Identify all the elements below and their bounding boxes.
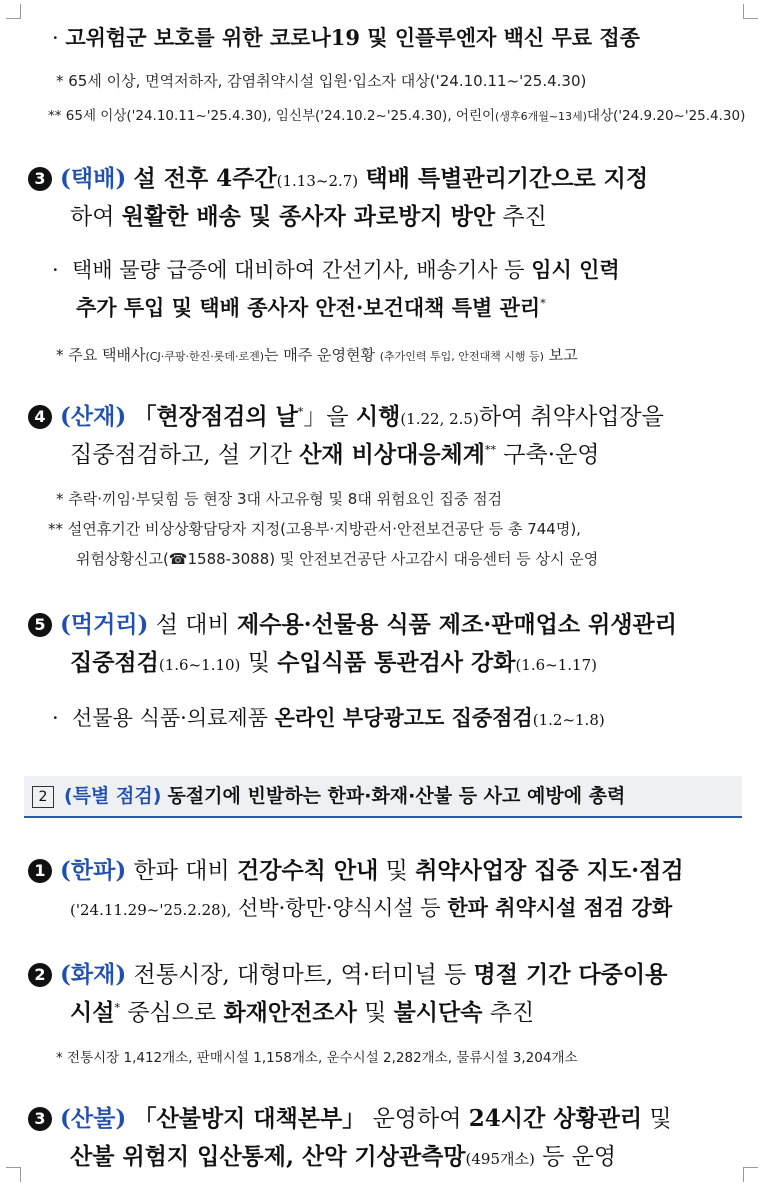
item-fire-line-2: 시설* 중심으로 화재안전조사 및 불시단속 추진 xyxy=(70,999,535,1026)
number-2-icon: 2 xyxy=(28,963,52,987)
page-corner-mark xyxy=(743,1167,758,1182)
number-4-icon: 4 xyxy=(28,405,52,429)
delivery-bullet: · 택배 물량 급증에 대비하여 간선기사, 배송기사 등 임시 인력 xyxy=(52,257,620,282)
item-delivery: 3 (택배) 설 전후 4주간(1.13~2.7) 택배 특별관리기간으로 지정 xyxy=(28,160,648,193)
section-2-header: 2 (특별 점검) 동절기에 빈발하는 한파·화재·산불 등 사고 예방에 총력 xyxy=(24,776,742,818)
item-industrial-accident-line-2: 집중점검하고, 설 기간 산재 비상대응체계** 구축·운영 xyxy=(70,441,600,468)
item-food: 5 (먹거리) 설 대비 제수용·선물용 식품 제조·판매업소 위생관리 xyxy=(28,606,677,639)
item-forest-fire-line-2: 산불 위험지 입산통제, 산악 기상관측망(495개소) 등 운영 xyxy=(70,1143,617,1170)
accident-note-3: 위험상황신고(☎1588-3088) 및 안전보건공단 사고감시 대응센터 등 상시 운영 xyxy=(76,550,599,568)
page-corner-mark xyxy=(6,1167,21,1182)
page-corner-mark xyxy=(743,4,758,19)
section-number-box: 2 xyxy=(32,786,54,808)
number-1-icon: 1 xyxy=(28,859,52,883)
accident-note-2: ** 설연휴기간 비상상황담당자 지정(고용부·지방관서·안전보건공단 등 총 744명), xyxy=(48,520,581,538)
vaccine-bullet: · 고위험군 보호를 위한 코로나19 및 인플루엔자 백신 무료 접종 xyxy=(52,25,640,50)
number-3-icon: 3 xyxy=(28,1107,52,1131)
delivery-note: * 주요 택배사(CJ·쿠팡·한진·롯데·로젠)는 매주 운영현황 (추가인력 투입, 안전대책 시행 등) 보고 xyxy=(56,346,578,364)
item-cold-wave-line-2: ('24.11.29~'25.2.28), 선박·항만·양식시설 등 한파 취약시설 점검 강화 xyxy=(70,895,673,920)
page-corner-mark xyxy=(6,4,21,19)
number-5-icon: 5 xyxy=(28,613,52,637)
fire-note: * 전통시장 1,412개소, 판매시설 1,158개소, 운수시설 2,282개소, 물류시설 3,204개소 xyxy=(56,1050,578,1066)
vaccine-note-1: * 65세 이상, 면역저하자, 감염취약시설 입원·입소자 대상('24.10.11~'25.4.30) xyxy=(56,72,587,90)
item-forest-fire: 3 (산불) 「산불방지 대책본부」 운영하여 24시간 상황관리 및 xyxy=(28,1100,672,1133)
item-food-line-2: 집중점검(1.6~1.10) 및 수입식품 통관검사 강화(1.6~1.17) xyxy=(70,649,597,676)
item-fire: 2 (화재) 전통시장, 대형마트, 역·터미널 등 명절 기간 다중이용 xyxy=(28,956,667,989)
delivery-bullet-line-2: 추가 투입 및 택배 종사자 안전·보건대책 특별 관리* xyxy=(76,295,546,320)
accident-note-1: * 추락·끼임·부딪힘 등 현장 3대 사고유형 및 8대 위험요인 집중 점검 xyxy=(56,490,503,508)
item-industrial-accident: 4 (산재) 「현장점검의 날*」을 시행(1.22, 2.5)하여 취약사업장을 xyxy=(28,398,664,431)
item-cold-wave: 1 (한파) 한파 대비 건강수칙 안내 및 취약사업장 집중 지도·점검 xyxy=(28,852,684,885)
vaccine-note-2: ** 65세 이상('24.10.11~'25.4.30), 임신부('24.10.2~'25.4.30), 어린이(생후6개월~13세)대상('24.9.20~'25.4.30) xyxy=(48,108,746,124)
item-delivery-line-2: 하여 원활한 배송 및 종사자 과로방지 방안 추진 xyxy=(70,203,547,230)
number-3-icon: 3 xyxy=(28,167,52,191)
food-bullet: · 선물용 식품·의료제품 온라인 부당광고도 집중점검(1.2~1.8) xyxy=(52,705,605,730)
